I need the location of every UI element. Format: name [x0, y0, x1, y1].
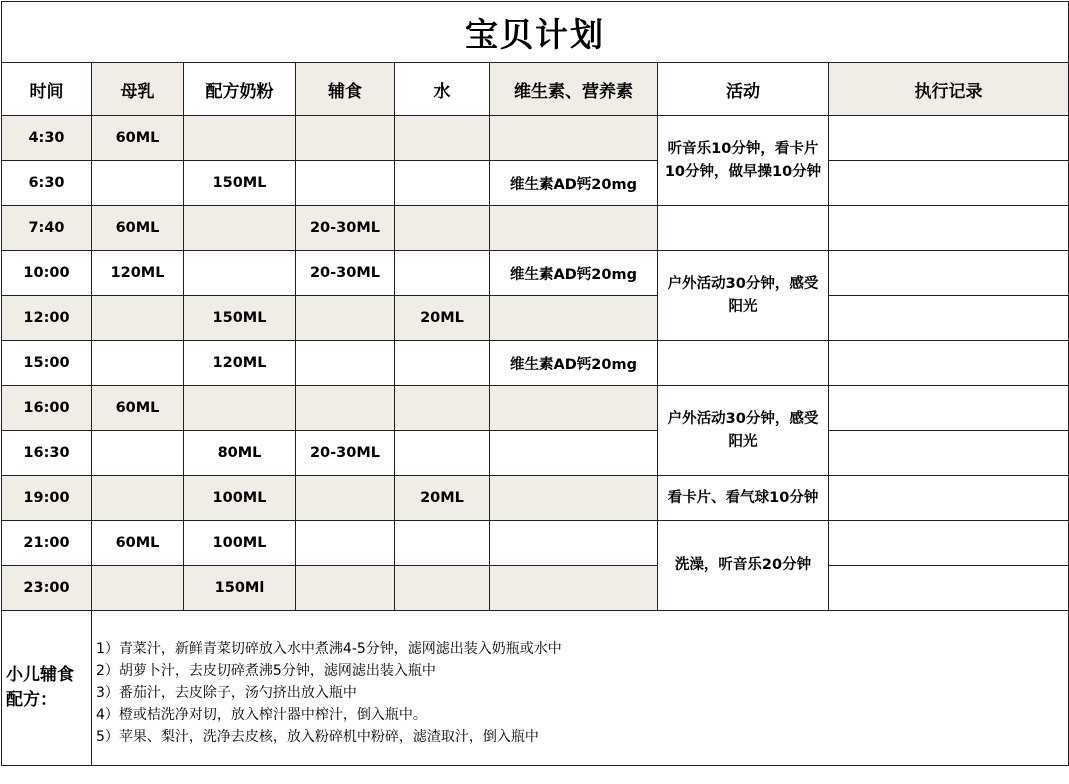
header-water: 水 — [395, 63, 490, 116]
activity-cell[interactable] — [658, 386, 829, 476]
table-row — [2, 476, 1069, 521]
vitamin-cell[interactable] — [490, 206, 658, 251]
vitamin-cell[interactable] — [490, 431, 658, 476]
page-title: 宝贝计划 — [2, 2, 1069, 63]
record-cell[interactable] — [829, 296, 1069, 341]
solid-food-cell[interactable]: 20-30ML — [296, 206, 395, 251]
water-cell[interactable] — [395, 251, 490, 296]
solid-food-cell[interactable]: 20-30ML — [296, 431, 395, 476]
vitamin-cell[interactable]: 维生素AD钙20mg — [490, 251, 658, 296]
vitamin-cell[interactable] — [490, 566, 658, 611]
solid-food-cell[interactable] — [296, 566, 395, 611]
record-cell[interactable] — [829, 566, 1069, 611]
water-cell[interactable]: 20ML — [395, 476, 490, 521]
solid-food-cell[interactable] — [296, 476, 395, 521]
water-cell[interactable] — [395, 116, 490, 161]
time-cell: 12:00 — [2, 296, 92, 341]
breast-milk-cell[interactable]: 60ML — [92, 116, 184, 161]
vitamin-cell[interactable] — [490, 476, 658, 521]
breast-milk-cell[interactable] — [92, 431, 184, 476]
recipe-label-line: 配方： — [6, 690, 57, 710]
baby-plan-table — [1, 1, 1069, 766]
formula-cell[interactable]: 80ML — [184, 431, 296, 476]
header-row — [2, 63, 1069, 116]
solid-food-cell[interactable] — [296, 386, 395, 431]
activity-line: 阳光 — [728, 298, 758, 315]
table-row — [2, 116, 1069, 161]
time-cell: 10:00 — [2, 251, 92, 296]
water-cell[interactable] — [395, 341, 490, 386]
breast-milk-cell[interactable]: 120ML — [92, 251, 184, 296]
record-cell[interactable] — [829, 161, 1069, 206]
formula-cell[interactable] — [184, 206, 296, 251]
water-cell[interactable] — [395, 386, 490, 431]
time-cell: 16:00 — [2, 386, 92, 431]
time-cell: 6:30 — [2, 161, 92, 206]
table-row — [2, 251, 1069, 296]
header-formula: 配方奶粉 — [184, 63, 296, 116]
activity-line: 10分钟，做早操10分钟 — [664, 163, 822, 180]
formula-cell[interactable]: 150ML — [184, 296, 296, 341]
formula-cell[interactable]: 100ML — [184, 476, 296, 521]
breast-milk-cell[interactable]: 60ML — [92, 206, 184, 251]
vitamin-cell[interactable]: 维生素AD钙20mg — [490, 161, 658, 206]
record-cell[interactable] — [829, 386, 1069, 431]
formula-cell[interactable]: 150ML — [184, 161, 296, 206]
recipe-label — [2, 611, 92, 766]
time-cell: 7:40 — [2, 206, 92, 251]
breast-milk-cell[interactable] — [92, 566, 184, 611]
vitamin-cell[interactable] — [490, 386, 658, 431]
table-row — [2, 431, 1069, 476]
record-cell[interactable] — [829, 431, 1069, 476]
header-record: 执行记录 — [829, 63, 1069, 116]
vitamin-cell[interactable] — [490, 116, 658, 161]
water-cell[interactable] — [395, 206, 490, 251]
breast-milk-cell[interactable] — [92, 296, 184, 341]
water-cell[interactable] — [395, 161, 490, 206]
vitamin-cell[interactable] — [490, 296, 658, 341]
activity-line: 户外活动30分钟，感受 — [667, 410, 819, 427]
water-cell[interactable] — [395, 521, 490, 566]
time-cell: 21:00 — [2, 521, 92, 566]
time-cell: 19:00 — [2, 476, 92, 521]
activity-line: 听音乐10分钟，看卡片 — [667, 140, 819, 157]
formula-cell[interactable]: 120ML — [184, 341, 296, 386]
record-cell[interactable] — [829, 521, 1069, 566]
recipe-body[interactable] — [92, 611, 1069, 766]
record-cell[interactable] — [829, 341, 1069, 386]
recipe-line: 1）青菜汁，新鲜青菜切碎放入水中煮沸4-5分钟，滤网滤出装入奶瓶或水中 — [96, 641, 562, 657]
record-cell[interactable] — [829, 251, 1069, 296]
recipe-row — [2, 611, 1069, 766]
recipe-line: 3）番茄汁，去皮除子，汤勺挤出放入瓶中 — [96, 685, 357, 701]
record-cell[interactable] — [829, 116, 1069, 161]
formula-cell[interactable]: 100ML — [184, 521, 296, 566]
time-cell: 4:30 — [2, 116, 92, 161]
table-row — [2, 521, 1069, 566]
header-time: 时间 — [2, 63, 92, 116]
header-activity: 活动 — [658, 63, 829, 116]
water-cell[interactable] — [395, 431, 490, 476]
activity-cell[interactable] — [658, 251, 829, 341]
formula-cell[interactable]: 150Ml — [184, 566, 296, 611]
table-row — [2, 386, 1069, 431]
solid-food-cell[interactable] — [296, 161, 395, 206]
solid-food-cell[interactable]: 20-30ML — [296, 251, 395, 296]
header-solid-food: 辅食 — [296, 63, 395, 116]
time-cell: 16:30 — [2, 431, 92, 476]
recipe-label-line: 小儿辅食 — [6, 665, 74, 685]
table-row — [2, 566, 1069, 611]
water-cell[interactable]: 20ML — [395, 296, 490, 341]
vitamin-cell[interactable]: 维生素AD钙20mg — [490, 341, 658, 386]
formula-cell[interactable] — [184, 251, 296, 296]
record-cell[interactable] — [829, 206, 1069, 251]
table-row — [2, 296, 1069, 341]
table-row — [2, 341, 1069, 386]
activity-cell[interactable] — [658, 341, 829, 386]
formula-cell[interactable] — [184, 116, 296, 161]
solid-food-cell[interactable] — [296, 116, 395, 161]
recipe-line: 2）胡萝卜汁，去皮切碎煮沸5分钟，滤网滤出装入瓶中 — [96, 663, 436, 679]
activity-cell[interactable]: 洗澡，听音乐20分钟 — [658, 521, 829, 611]
time-cell: 23:00 — [2, 566, 92, 611]
table-row — [2, 161, 1069, 206]
water-cell[interactable] — [395, 566, 490, 611]
breast-milk-cell[interactable] — [92, 341, 184, 386]
header-vitamin: 维生素、营养素 — [490, 63, 658, 116]
header-breast-milk: 母乳 — [92, 63, 184, 116]
recipe-line: 5）苹果、梨汁，洗净去皮核，放入粉碎机中粉碎，滤渣取汁，倒入瓶中 — [96, 729, 539, 745]
activity-cell[interactable]: 看卡片、看气球10分钟 — [658, 476, 829, 521]
breast-milk-cell[interactable] — [92, 476, 184, 521]
record-cell[interactable] — [829, 476, 1069, 521]
table-row — [2, 206, 1069, 251]
formula-cell[interactable] — [184, 386, 296, 431]
solid-food-cell[interactable] — [296, 341, 395, 386]
breast-milk-cell[interactable] — [92, 161, 184, 206]
activity-line: 户外活动30分钟，感受 — [667, 275, 819, 292]
vitamin-cell[interactable] — [490, 521, 658, 566]
activity-cell[interactable] — [658, 116, 829, 206]
breast-milk-cell[interactable]: 60ML — [92, 386, 184, 431]
solid-food-cell[interactable] — [296, 296, 395, 341]
activity-line: 阳光 — [728, 433, 758, 450]
breast-milk-cell[interactable]: 60ML — [92, 521, 184, 566]
solid-food-cell[interactable] — [296, 521, 395, 566]
time-cell: 15:00 — [2, 341, 92, 386]
activity-cell[interactable] — [658, 206, 829, 251]
recipe-line: 4）橙或桔洗净对切，放入榨汁器中榨汁，倒入瓶中。 — [96, 707, 427, 723]
